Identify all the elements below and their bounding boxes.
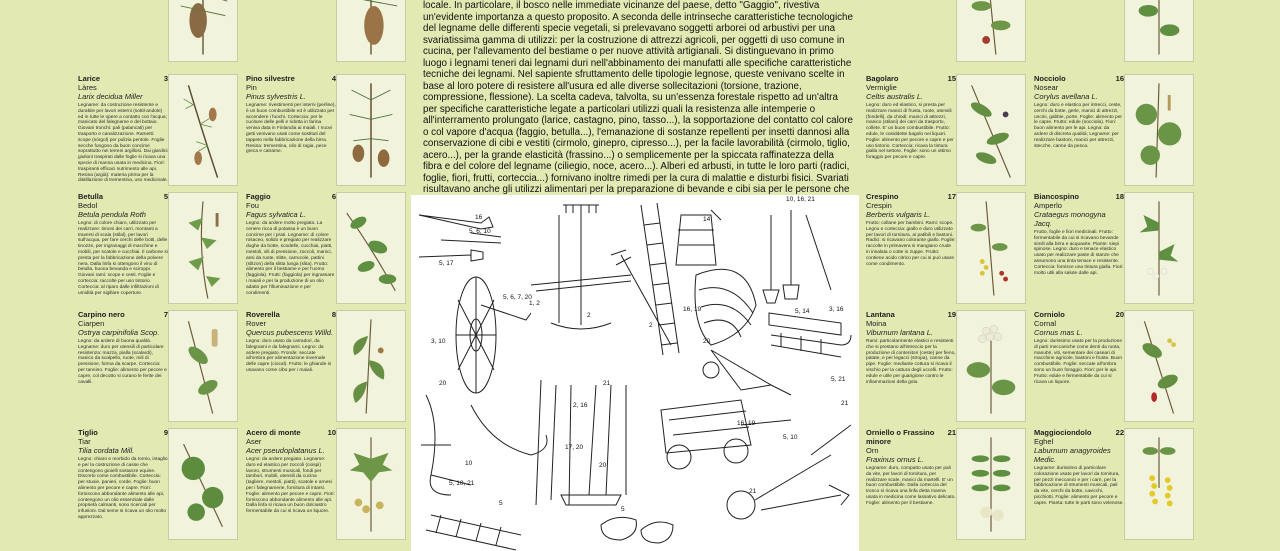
tool-labels [431,196,849,513]
species-local-name: Bedol [78,201,98,210]
species-local-name: Cornal [1034,319,1057,328]
tool-label: 5, 21 [831,376,846,383]
species-description: Legno: da ardere di buona qualità. Legname: duro per utensili di particolare resistenza: mazza, pialla (scalardi), manico da scalpello, ruote, mili di pressione, forma da scarpe. Corteccia: per tannino. Foglie: alimento per pecore e capre, col decotto si curano le ferite dei cavalli. [78,339,167,385]
plant-plate-pino-silvestre [336,74,406,186]
species-latin-name: Larix decidua Miller [78,92,143,101]
species-number: 3 [163,74,168,83]
species-card-acero-di-monte [246,428,411,546]
tool-label: 16 [475,214,483,221]
partial-cell-left-a [78,0,243,64]
species-card-carpino-nero [78,310,243,428]
species-name: Larice [78,74,101,83]
species-number: 6 [331,192,336,201]
species-latin-name: Celtis australis L. [866,92,924,101]
species-latin-name: Betula pendula Roth [78,210,146,219]
plant-plate-cherry [956,0,1026,62]
species-number: 17 [947,192,956,201]
tool-label: 5 [499,500,503,507]
tool-label: 20 [439,380,447,387]
species-name: Lantana [866,310,895,319]
tool-label: 5, 6, 10 [469,228,491,235]
species-card-faggio [246,192,411,310]
tool-label: 16, 19 [737,420,756,427]
tool-label: 3, 10 [431,338,446,345]
species-description: Legno: durissimo usato per la produzione di parti meccaniche come denti da ruota, manubri, viti, sementare dei caseari di macchine agricole, bastoni e fruste. Buon combustibile. Foglie: seccate all'ombra sono un buon foraggio. Fiori: per le api. Frutto: edule e fermentabile da cui si ricava un liquore. [1034,339,1122,385]
tools-illustration-panel [411,195,859,551]
plant-plate-carpino-nero [168,310,238,422]
plant-plate-spruce [336,0,406,62]
species-local-name: Rover [246,319,267,328]
tool-drawing-wheel [456,277,496,393]
tool-label: 10, 16, 21 [786,196,815,203]
plant-plate-bagolaro [956,74,1026,186]
tool-label: 20 [703,338,711,345]
species-description: Legno: di colore chiaro, utilizzato per realizzare: timoni dei carri, montanti a traversi di scala (stilal), per lavori sull'acqua, per fare cerchi delle botti, delle tinozze, per ingranaggi di macchine e mobili, per scatole e cucchiai. Il carbone si presta per la fabbricazione della polvere nera. Dalla linfa si ottengono il vino di betulla, buona bevanda e sciroppi. Giovani rami: scope e cesti. Foglie e corteccia: raccolte per uso tintorio. Corteccia: al riparo dalle infiltrazioni di umidità per sigillare coperture. [78,221,168,296]
species-card-pino-silvestre [246,74,411,192]
species-card-crespino [866,192,1031,310]
species-local-name: Nosear [1034,83,1059,92]
tool-label: 21 [749,488,757,495]
species-number: 5 [163,192,168,201]
species-card-lantana [866,310,1031,428]
species-description: Legno: duro usato da carradori, da falegnami e da falegnami. Legno: da ardere pregiato. Fronde: seccate all'ombra per alimentazione invernale delle capre (ciocal). Frutto: le ghiande si usavano come cibo per i maiali. [246,339,332,373]
species-latin-name: Laburnum anagyroides Medic. [1034,446,1111,464]
tool-drawing-ladder-frame [426,515,521,550]
species-description: Legno: duro e elastico per intrecci, ceste, cerchi da botte, gerle, manici di attrezzi, uncini, gabbie, porte. Foglie: alimento per le capre. Frutto: edule (nocciola). Fiori: buon alimento per le api. Legna: da ardere di discreta qualità; Legname: per realizzare bastoni, manici per attrezzi, stecche, canne da pesca. [1034,103,1122,149]
species-number: 8 [331,310,336,319]
species-description: Frutto: collane per bambini. Rami: scope. Legno e corteccia: giallo e duro utilizzato per lavori di tornitura, ai patibili e bastoni. Radici: si ricavano colorante giallo. Foglie: raccolte in primavera si mangiano crude in insalata o cotte in zuppe. Frutto: contiene acido citrico per cui si può usare come condimento. [866,221,956,267]
tool-drawing-barrel [676,210,721,265]
tool-drawing-comb [561,495,621,505]
species-name: Pino silvestre [246,74,295,83]
plant-plate-tiglio [168,428,238,540]
species-local-name: Eghel [1034,437,1054,446]
species-name: Biancospino [1034,192,1080,201]
species-name: Corniolo [1034,310,1065,319]
species-latin-name: Fagus sylvatica L. [246,210,307,219]
tool-label: 14 [703,216,711,223]
plant-plate-larice [168,74,238,186]
species-card-orniello [866,428,1031,546]
tool-drawing-clogs [601,517,673,543]
plant-plate-lantana [956,310,1026,422]
species-latin-name: Fraxinus ornus L. [866,455,924,464]
species-name: Bagolaro [866,74,899,83]
plant-plate-nocciolo [1124,74,1194,186]
tool-drawing-sled [769,313,851,357]
plant-plate-roverella [336,310,406,422]
tool-label: 20 [599,462,607,469]
species-name: Nocciolo [1034,74,1066,83]
species-number: 20 [1115,310,1124,319]
species-latin-name: Corylus avellana L. [1034,92,1098,101]
tool-drawing-rake [563,205,599,325]
tool-label: 5, 14 [795,308,810,315]
species-name: Maggiociondolo [1034,428,1092,437]
species-number: 4 [331,74,336,83]
tool-drawing-wheelbarrow [703,350,791,395]
intro-text: locale. In particolare, il bosco nelle immediate vicinanze del paese, detto "Gaggio", rivestiva un'evidente importanza a questo proposito. A seconda delle intrinseche caratteristiche tecnologiche del legname delle differenti specie vegetali, si prelevavano soggetti arborei od arbustivi per una svariatissima gamma di utilizzi: per la costruzione di attrezzi agricoli, per oggetti di uso comune in cucina, per l'allevamento del bestiame o per nuove attività artigianali. Si distinguevano in primo luogo i legnami teneri dai legnami duri nell'abbinamento dei manufatti alle specifiche caratteristiche tecniche dei legnami. Nel sapiente sfruttamento delle tipologie legnose, queste venivano scelte in base al loro potere di resistere all'usura ed alle diverse sollecitazioni (torsione, trazione, compressione, flessione). La scelta cadeva, talvolta, su un'essenza forestale rispetto ad un'altra per specifiche caratteristiche legate a particolari utilizzi quali la resistenza alle intemperie o all'interramento prolungato (larice, castagno, pino, tasso...), la sopportazione del contatto col calore o col vapore d'acqua (faggio, betulla...), l'emanazione di sostanze repellenti per insetti dannosi alla conservazione di cibi e vestiti (cirmolo, ginepro, cipresso...), per la facile lavorabilità (cirmolo, tiglio, acero...), per la grande elasticità (frassino...) o semplicemente per la spiccata raffinatezza della fibra e del colore del legname (ciliegio, noce, acero...). Alberi ed arbusti, in tutte le loro parti (radici, foglie, fiori, frutti, corteccia...) fornivano inoltre rimedi per la cura di malattie e disturbi fisici. Svariati risultavano anche gli utilizzi alimentari per la preparazione di bevande e cibi sia per le persone che [423,0,853,195]
species-name: Acero di monte [246,428,301,437]
species-local-name: Pin [246,83,257,92]
tool-drawing-spade [783,210,799,299]
plant-plate-faggio [336,192,406,304]
plant-plate-crespino [956,192,1026,304]
species-latin-name: Tilia cordata Mill. [78,446,135,455]
species-number: 10 [327,428,336,437]
tool-label: 2 [649,322,653,329]
species-card-larice [78,74,243,192]
species-name: Betulla [78,192,104,201]
species-description: Legname: rivestimenti per interni (perline), è un buon combustibile ed è utilizzato per accendere i fuochi. Corteccia: per le cuciture delle pelli e ridotta in farina veniva data in Finlandia ai maiali. I nuovi getti venivano usati come sostituti del tappeto nella fabbricazione della birra. Resina: trementina, olio di ragia, pece greca e catrame. [246,103,336,155]
species-local-name: Ciarpen [78,319,105,328]
species-name: Faggio [246,192,271,201]
species-latin-name: Crataegus monogyna Jacq. [1034,210,1106,228]
species-number: 18 [1115,192,1124,201]
species-description: Legno: duro ed elastico, si presta per realizzare manici di frusta, ruote, utensili (fondelli), da chiodi; manici di attrezzi, manico (stilani) dei carri da trasporto, collete. E' un buon combustibile. Frutto: edule, le cosiddette bagolo nei liquori. Foglie: alimento per pecore e capre e per uso tintorio. Corteccia: ricava la tintura gialla nel settore. Foglie: sono un ottimo foraggio per pecore e capre. [866,103,954,161]
species-card-bagolaro [866,74,1031,192]
plant-plate-biancospino [1124,192,1194,304]
species-number: 7 [163,310,168,319]
plant-plate-orniello [956,428,1026,540]
tool-label: 5, 10, 21 [449,480,475,487]
species-latin-name: Acer pseudoplatanus L. [246,446,325,455]
species-card-maggiociondolo [1034,428,1199,546]
species-name: Crespino [866,192,899,201]
species-number: 16 [1115,74,1124,83]
species-number: 19 [947,310,956,319]
species-local-name: Aser [246,437,262,446]
plant-plate-maggiociondolo [1124,428,1194,540]
species-description: Legname: durissimo di particolare colorazione usato per lavori da tornitura, per pezzi meccanici e per i carri, per la fabbricazione di strumenti musicali, pali da vite, cerchi da botte, cavicchi, picchiotti. Foglie: alimento per pecore e capre. Pianta: tutte le parti sono velenose. [1034,466,1124,506]
plant-plate-elm [1124,0,1194,62]
species-number: 9 [163,428,168,437]
plant-plate-fir [168,0,238,62]
species-latin-name: Ostrya carpinifolia Scop. [78,328,160,337]
species-description: Legname: da costruzione resistente e durabile per lavori esterni (sottil-andole) ed in tutte le opere a contatto con l'acqua; manicato del falegname e del bottaio. Giovani tronchi: pali (palancati) per trasporto e canalizzazione. Rametti: scope (sòrgol) per pulizia pentole. Foglie secche fungono da buon concime soprattutto nei terreni argillosi. Dai giardini giulioni traspirati dalle foglie si ricava una specie di manna usata in medicina. Fiori: traspiranti efficaci nutrimento alle api. Resina (argià): materia prima per la distillazione di trementina, uso medicinale. [78,103,168,184]
partial-cell-right-a [866,0,1031,64]
tool-label: 5, 17 [439,260,454,267]
species-local-name: Amperlo [1034,201,1062,210]
tool-label: 21 [603,380,611,387]
species-local-name: Crespin [866,201,892,210]
tool-label: 1, 2 [529,300,540,307]
plant-plate-betulla [168,192,238,304]
species-local-name: Tiar [78,437,91,446]
tool-drawing-ladder [641,203,679,355]
species-name: Tiglio [78,428,98,437]
species-local-name: Làres [78,83,97,92]
tool-drawing-pole [806,215,831,290]
species-description: Legno: chiaro e morbido da tornio, intaglio e per la costruzione di casse che contengono gioielli sostanze equine. Discreto come combustibile. Corteccia: per stuoie, panieri, corde. Foglie: buon alimento per pecore e capre. Fiori: forniscono abbondante alimento alle api, contengono un olio essenziale dalle proprietà calmanti, sono ricercati per infusioni. Dal seme si ricava un olio molto apprezzato. [78,457,168,520]
tool-drawing-rake-handles [536,380,571,505]
tool-label: 16, 19 [683,306,702,313]
species-name: Roverella [246,310,280,319]
species-card-biancospino [1034,192,1199,310]
species-latin-name: Quercus pubescens Willd. [246,328,334,337]
species-card-roverella [246,310,411,428]
tool-drawing-shovel [763,215,779,303]
plant-plate-acero-di-monte [336,428,406,540]
species-description: Rami: particolarmente elastici e resistenti che si prestano all'intreccio per la produzione di contenitori (ceste) per fieno, patate, e per legacci (stropa), canne da pipe. Foglie: mediante cottura si ricava il vischio per la cattura degli uccelli. Frutto: edule e utile per guarigione contro le infiammazioni della gola. [866,339,956,385]
species-latin-name: Berberis vulgaris L. [866,210,931,219]
tool-label: 5, 10 [783,434,798,441]
tool-label: 17, 20 [565,444,584,451]
tool-label: 2, 16 [573,402,588,409]
tool-label: 21 [841,400,849,407]
tool-drawing-axle [481,305,531,320]
species-local-name: Moina [866,319,887,328]
species-local-name: Orn [866,446,879,455]
partial-cell-right-b [1034,0,1199,64]
species-number: 22 [1115,428,1124,437]
species-latin-name: Pinus sylvestris L. [246,92,307,101]
species-name: Orniello o Frassino minore [866,428,935,446]
species-local-name: Fou [246,201,259,210]
tool-drawing-plough [421,395,547,495]
plant-plate-corniolo [1124,310,1194,422]
species-description: Legno: da ardere pregiato. Legname: duro ed elastico per zoccoli (ciospi) lavoro, strumenti musicali, fondi per tamburi, mobili, utensili da cucina (tagliere, mestoli, piatti), scatole e arnesi per i falegnamerie, fornitura di intarsi. Foglie: alimento per pecore e capre. Fiori: forniscono abbondante alimento alle api. Dalla linfa si ricava un buon dolciastro fermentabile da cui si ricava un liquore. [246,457,335,515]
species-name: Carpino nero [78,310,125,319]
tool-drawing-basket [695,269,756,345]
tool-label: 5, 6, 7, 20 [503,294,532,301]
species-description: Legno: da ardere molto pregiato. La cenere ricca di potassa è un buon concime per i prati. Legname: di colore rosaceo, solido e pregiato per realizzare doghe da botte, scodelle, cucchiai, piatti, mestoli, vili di pressione, zoccoli, manici, assi da ruote, slitte, carrucole, pattini (slitzon) della slitta lunga (slita). Frutto: alimento per il bestiame e per l'uomo (faggiola). Frutti: (faggiola) per ingrassare i maiali e per la produzione di un olio adatto per l'illuminazione e per condimenti. [246,221,335,296]
species-card-betulla [78,192,243,310]
species-latin-name: Cornus mas L. [1034,328,1083,337]
species-description: Frutto, foglie e fiori medicinali. Frutto: fermentabile da cui si ricavano bevande simili alla birra e acquavite. Piante: siepi spinose. Legno: duro e tenace elastico usato per realizzare paste di stanze che assumono una tinta tenace e resistente. Corteccia: fornisce una tintura gialla. Fiori: molto utili alla salute dalle api. [1034,230,1124,276]
partial-cell-left-b [246,0,411,64]
tool-drawing-fork [611,250,671,345]
species-description: Legname: duro, compatto usato per pali da vite, per lavori di tornitura, per realizzare scale, manici da martelli. E' un buon combustibile. Dalla corteccia del tronco si ricava una linfa detta manna usata in medicina come lassativo delicato. Foglie: alimento per il bestiame. [866,466,956,506]
species-latin-name: Viburnum lantana L. [866,328,933,337]
species-number: 15 [947,74,956,83]
species-local-name: Vermiglie [866,83,897,92]
tool-label: 10 [465,460,473,467]
tool-label: 2 [587,312,591,319]
species-card-nocciolo [1034,74,1199,192]
species-number: 21 [947,428,956,437]
tool-drawing-cart [661,400,791,469]
tool-drawing-fork-handles [589,385,626,495]
species-card-corniolo [1034,310,1199,428]
tools-drawing [411,195,859,551]
tool-label: 3, 16 [829,306,844,313]
species-card-tiglio [78,428,243,546]
tool-label: 5 [621,506,625,513]
